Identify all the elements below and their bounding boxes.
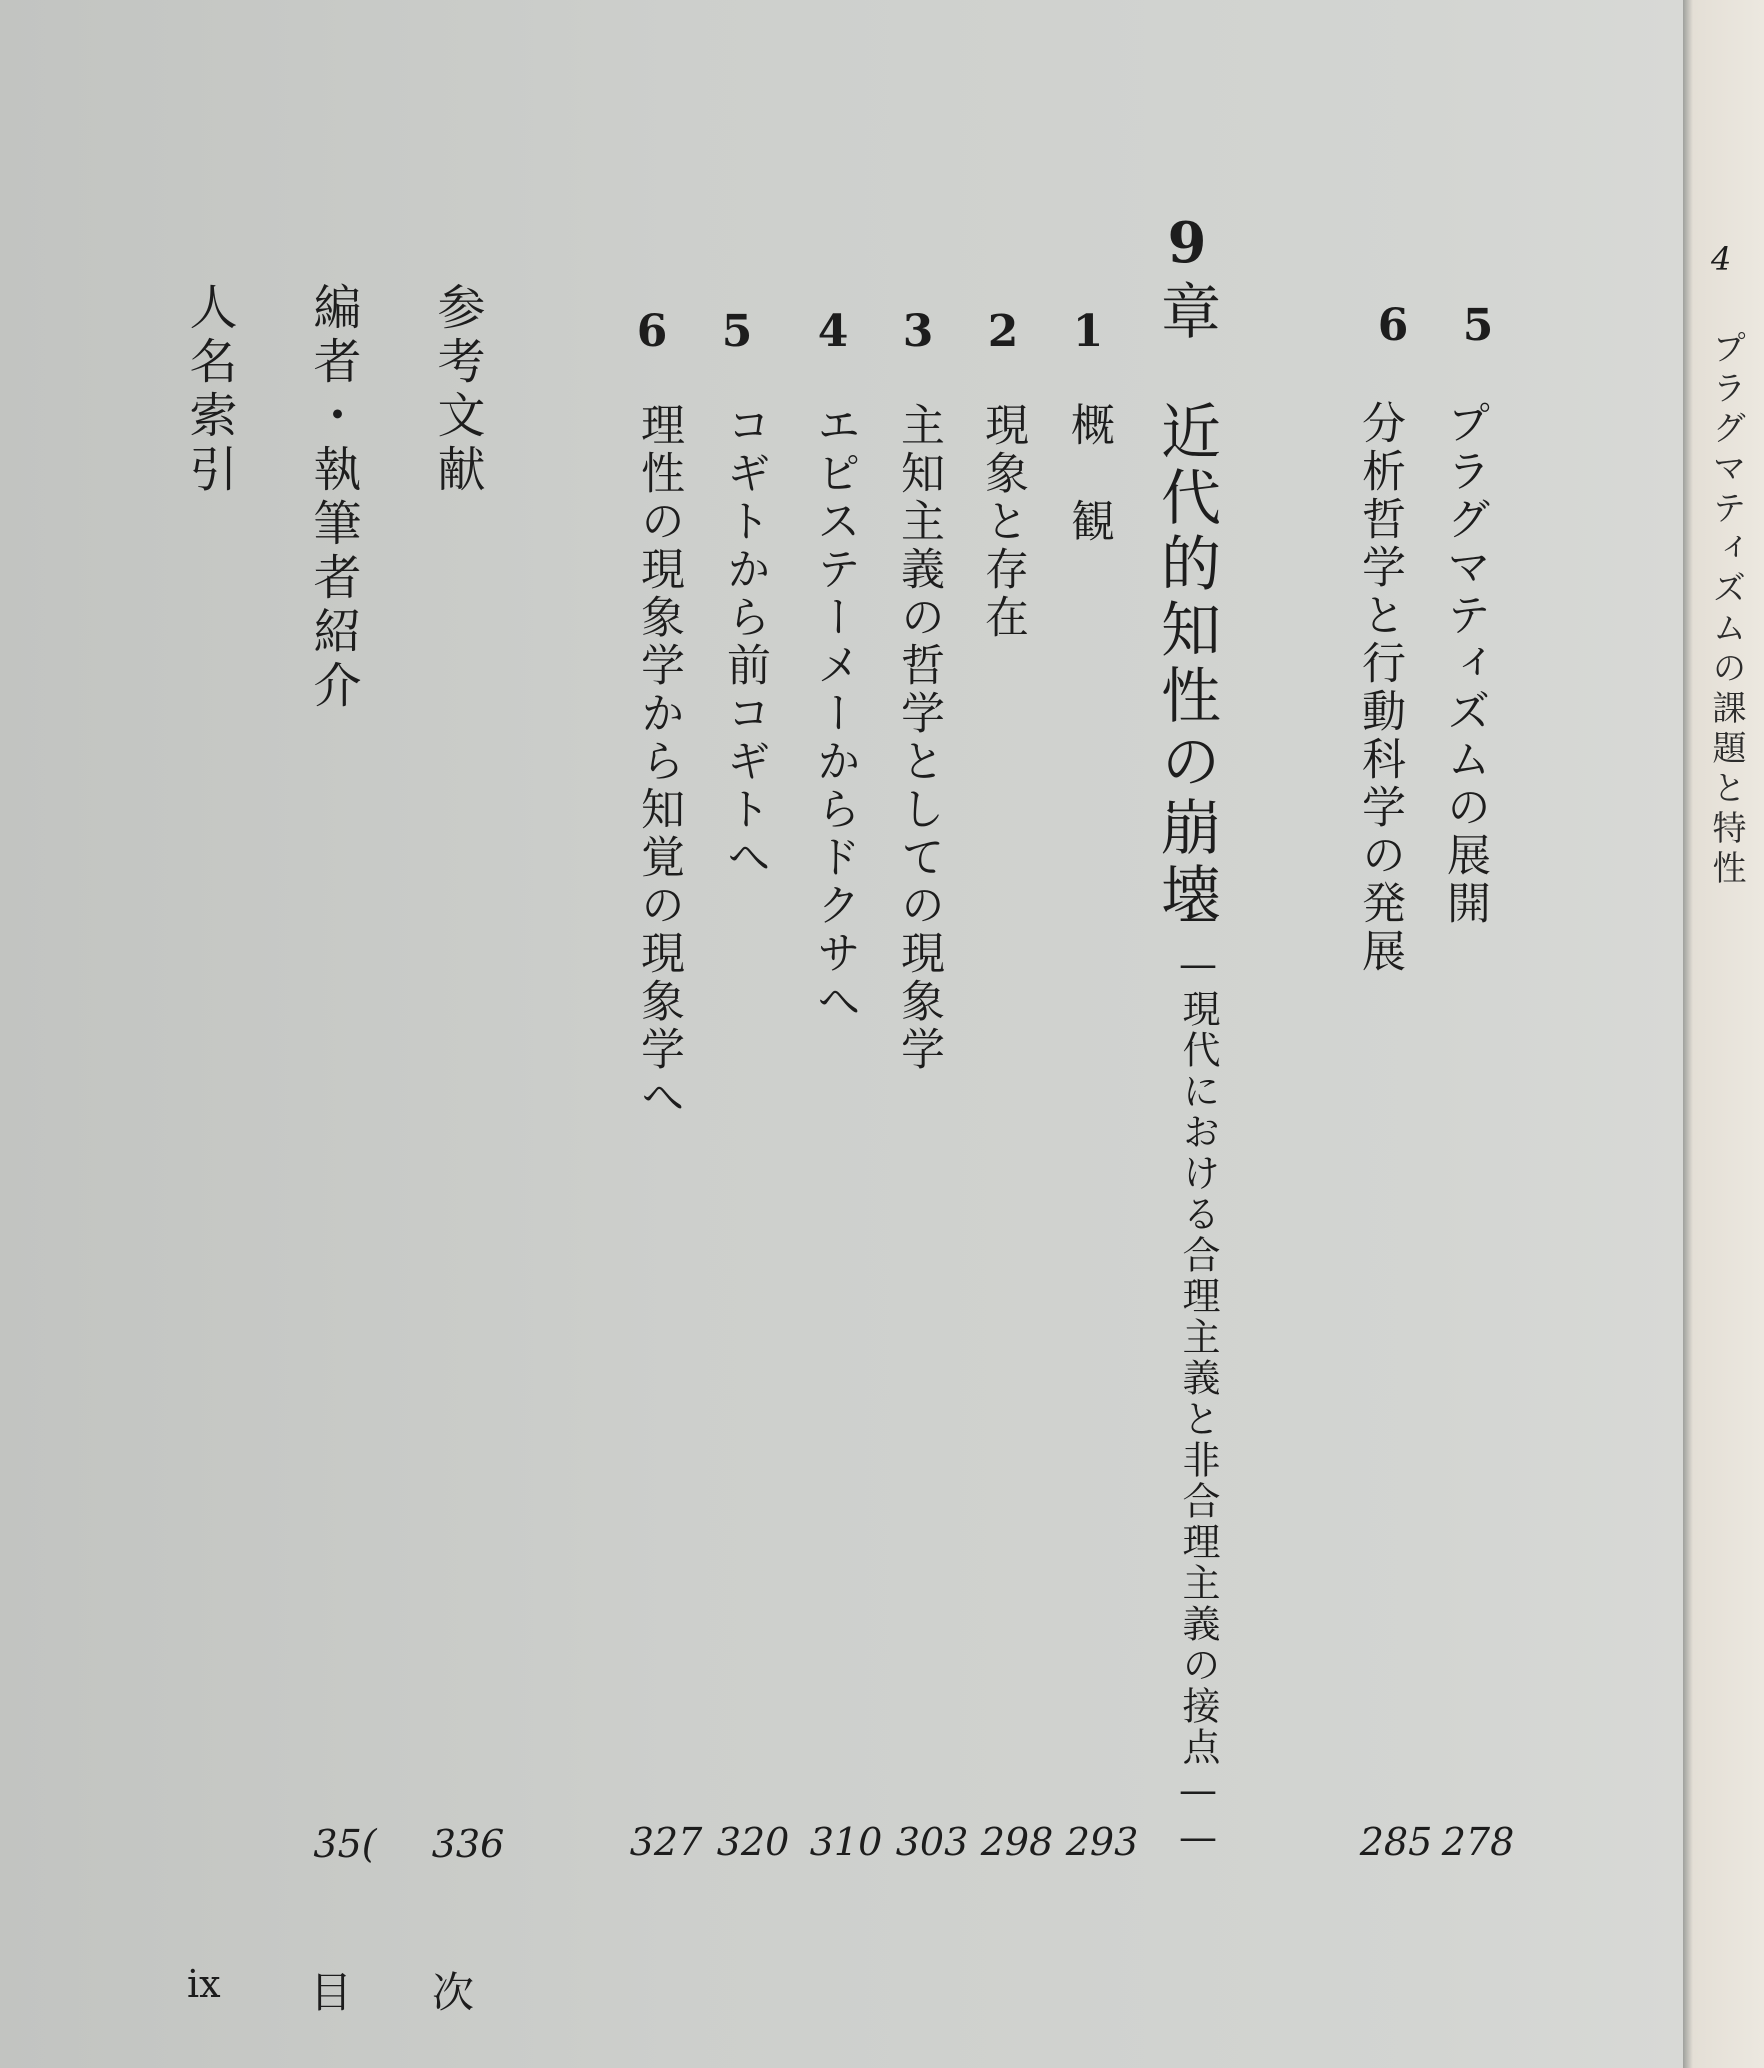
- page-number: 327: [629, 1820, 703, 1864]
- section-title: 理性の現象学から知覚の現象学へ: [633, 402, 684, 1122]
- section-number: 5: [721, 306, 753, 357]
- page-number: 278: [1441, 1820, 1515, 1864]
- chapter-title: 近代的知性の崩壊: [1151, 400, 1221, 928]
- page-number: 320: [716, 1820, 790, 1864]
- running-head-number: 4: [1711, 240, 1732, 278]
- section-title: 現象と存在: [977, 402, 1028, 642]
- facing-page-edge: [1683, 0, 1764, 2068]
- section-number: 6: [1377, 300, 1409, 351]
- back-matter-title: 編者・執筆者紹介: [305, 282, 361, 714]
- section-number: 2: [987, 306, 1019, 357]
- back-matter-title: 参考文献: [429, 282, 485, 498]
- section-title: 分析哲学と行動科学の発展: [1354, 400, 1405, 976]
- page-number: 285: [1359, 1820, 1433, 1864]
- section-number: 3: [902, 306, 934, 357]
- section-number: 5: [1462, 300, 1494, 351]
- page-number: 336: [431, 1822, 505, 1866]
- page-number: 310: [809, 1820, 883, 1864]
- section-number: 4: [817, 306, 849, 357]
- footer-label: 次: [432, 1968, 475, 2017]
- section-title: エピステーメーからドクサへ: [809, 402, 860, 1026]
- chapter-label: 章: [1151, 280, 1221, 346]
- section-title: 概 観: [1063, 402, 1114, 546]
- chapter-subtitle: ——現代における合理主義と非合理主義の接点——: [1176, 895, 1220, 1862]
- page-number: 293: [1065, 1820, 1139, 1864]
- running-head-title: プラグマティズムの課題と特性: [1706, 330, 1746, 890]
- page-number: 298: [980, 1820, 1054, 1864]
- section-title: プラグマティズムの展開: [1439, 400, 1490, 928]
- section-number: 6: [636, 306, 668, 357]
- page-number: 303: [895, 1820, 969, 1864]
- folio: ix: [187, 1962, 221, 2006]
- chapter-number: 9: [1167, 210, 1207, 276]
- back-matter-title: 人名索引: [181, 282, 237, 498]
- page-number: 35(: [313, 1822, 377, 1866]
- section-number: 1: [1072, 306, 1104, 357]
- section-title: 主知主義の哲学としての現象学: [893, 402, 944, 1074]
- section-title: コギトから前コギトへ: [719, 402, 770, 882]
- footer-label: 目: [310, 1968, 353, 2017]
